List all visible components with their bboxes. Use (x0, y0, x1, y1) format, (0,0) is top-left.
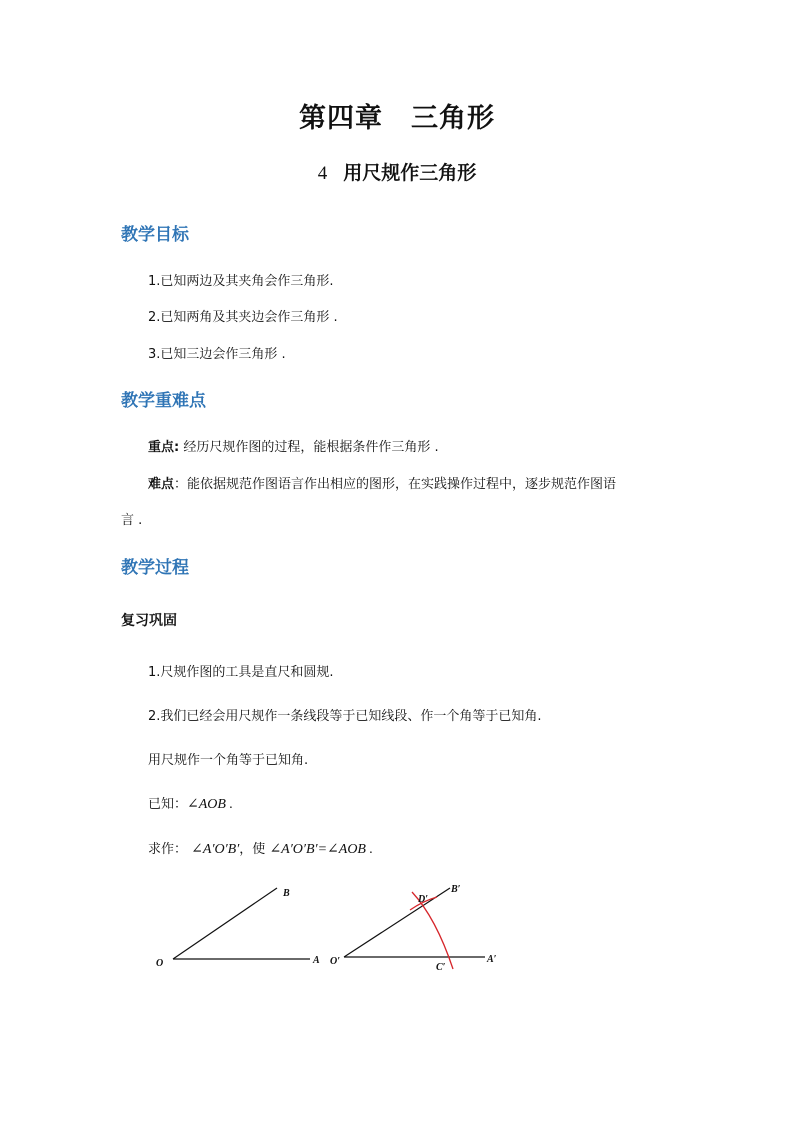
ray-ob (173, 888, 277, 959)
label-d-prime: D′ (418, 894, 429, 905)
objective-item: 3.已知三边会作三角形 . (148, 347, 286, 362)
section-title-text: 用尺规作三角形 (343, 162, 477, 184)
label-a: A (313, 955, 320, 966)
label-c-prime: C′ (436, 962, 446, 973)
review-item: 1.尺规作图的工具是直尺和圆规. (148, 665, 334, 680)
process-heading: 教学过程 (121, 558, 189, 578)
label-b-prime: B′ (451, 884, 461, 895)
find-label: 求作： (148, 842, 188, 857)
focus-label: 重点: (148, 440, 180, 455)
given-label: 已知： (148, 797, 188, 812)
chapter-title: 第四章 三角形 (299, 103, 495, 134)
find-line (148, 838, 373, 858)
task-text: 用尺规作一个角等于已知角. (148, 753, 309, 768)
key-points-heading: 教学重难点 (121, 391, 206, 411)
find-angle: ∠A′O′B′ (191, 842, 240, 857)
angle-construction-figure (140, 870, 520, 980)
difficulty-text-continued: 言 . (121, 513, 143, 528)
focus-paragraph (148, 436, 439, 455)
given-value: ∠AOB . (187, 797, 233, 812)
find-mid: ，使 (239, 842, 266, 857)
review-item: 2.我们已经会用尺规作一条线段等于已知线段、作一个角等于已知角. (148, 709, 542, 724)
label-a-prime: A′ (487, 954, 497, 965)
section-title (0, 158, 794, 185)
difficulty-paragraph (148, 473, 616, 492)
focus-text: 经历尺规作图的过程，能根据条件作三角形 . (179, 440, 439, 455)
objective-item: 2.已知两角及其夹边会作三角形 . (148, 310, 338, 325)
objective-item: 1.已知两边及其夹角会作三角形. (148, 274, 334, 289)
difficulty-label: 难点 (148, 477, 175, 492)
review-heading: 复习巩固 (121, 613, 177, 629)
section-number: 4 (317, 163, 328, 184)
label-o-prime: O′ (330, 956, 341, 967)
label-b: B (283, 888, 290, 899)
objectives-heading: 教学目标 (121, 225, 189, 245)
given-line (148, 793, 233, 813)
difficulty-text: ：能依据规范作图语言作出相应的图形，在实践操作过程中，逐步规范作图语 (174, 477, 617, 492)
find-condition: ∠A′O′B′=∠AOB . (269, 842, 373, 857)
label-o: O (156, 958, 164, 969)
